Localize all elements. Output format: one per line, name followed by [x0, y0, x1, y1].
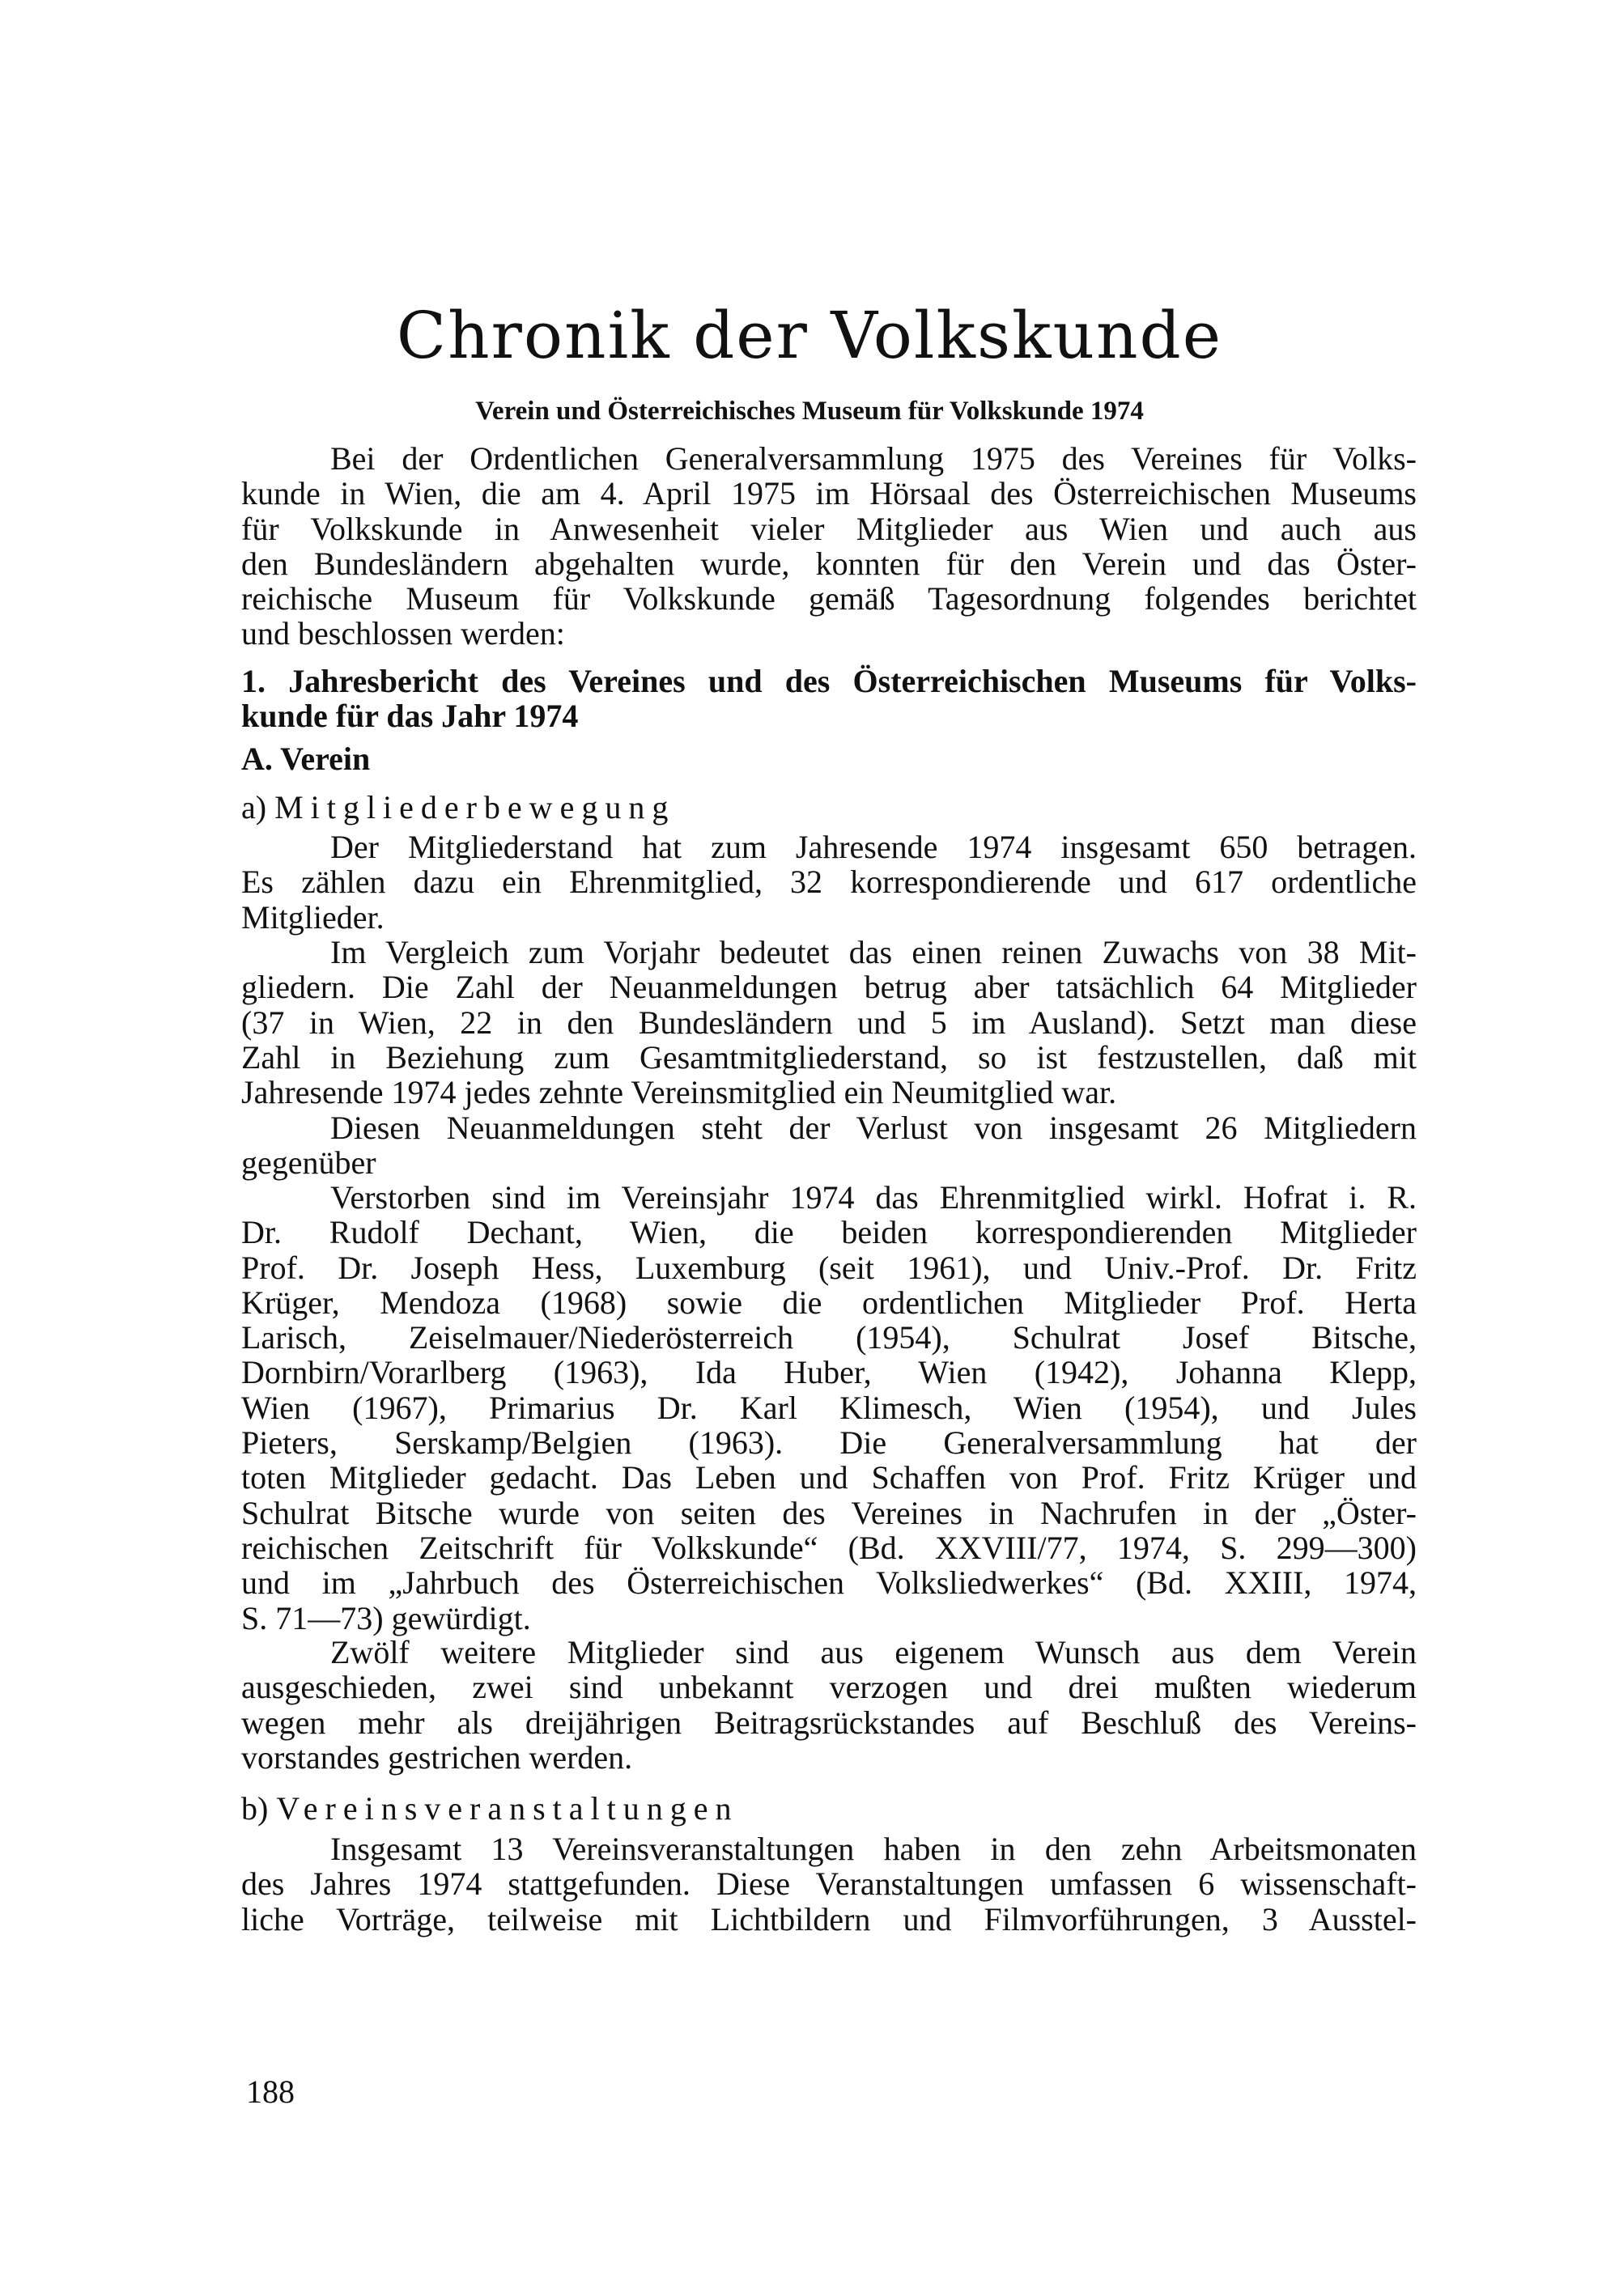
- text-line: Der Mitgliederstand hat zum Jahresende 1974 insgesamt 650 betragen.: [330, 829, 1417, 865]
- text-line: 1. Jahresbericht des Vereines und des Österreichischen Museums für Volks-: [241, 663, 1417, 699]
- subsection-heading-b: [241, 1791, 1417, 1826]
- text-line: den Bundesländern abgehalten wurde, konnten für den Verein und das Öster-: [241, 545, 1417, 582]
- text-line: Bei der Ordentlichen Generalversammlung 1975 des Vereines für Volks-: [330, 440, 1417, 477]
- text-line: Es zählen dazu ein Ehrenmitglied, 32 korrespondierende und 617 ordentliche: [241, 864, 1417, 901]
- text-line: des Jahres 1974 stattgefunden. Diese Veranstaltungen umfassen 6 wissenschaft-: [241, 1865, 1417, 1903]
- text-line: Prof. Dr. Joseph Hess, Luxemburg (seit 1961), und Univ.-Prof. Dr. Fritz: [241, 1249, 1417, 1286]
- text-line: Larisch, Zeiselmauer/Niederösterreich (1954), Schulrat Josef Bitsche,: [241, 1319, 1417, 1356]
- paragraph: [241, 830, 1417, 935]
- text-line: Jahresende 1974 jedes zehnte Vereinsmitglied ein Neumitglied war.: [241, 1074, 1117, 1111]
- text-line: (37 in Wien, 22 in den Bundesländern und 5 im Ausland). Setzt man diese: [241, 1004, 1417, 1041]
- section-heading-1: [241, 664, 1417, 734]
- text-line: gliedern. Die Zahl der Neuanmeldungen betrug aber tatsächlich 64 Mitglieder: [241, 969, 1417, 1006]
- text-line: Zwölf weitere Mitglieder sind aus eigenem Wunsch aus dem Verein: [330, 1634, 1417, 1670]
- text-line: Krüger, Mendoza (1968) sowie die ordentlichen Mitglieder Prof. Herta: [241, 1284, 1417, 1321]
- text-line: Schulrat Bitsche wurde von seiten des Vereines in Nachrufen in der „Öster-: [241, 1494, 1417, 1531]
- section-subtitle: Verein und Österreichisches Museum für Volkskunde 1974: [475, 397, 1144, 426]
- text-line: wegen mehr als dreijährigen Beitragsrückstandes auf Beschluß des Vereins-: [241, 1704, 1417, 1741]
- subsection-prefix: b): [241, 1790, 269, 1827]
- text-line: A. Verein: [241, 741, 371, 777]
- text-line: Insgesamt 13 Vereinsveranstaltungen haben in den zehn Arbeitsmonaten: [330, 1831, 1417, 1867]
- text-line: Im Vergleich zum Vorjahr bedeutet das einen reinen Zuwachs von 38 Mit-: [330, 934, 1417, 970]
- text-line: Dr. Rudolf Dechant, Wien, die beiden korrespondierenden Mitglieder: [241, 1214, 1417, 1251]
- text-line: toten Mitglieder gedacht. Das Leben und Schaffen von Prof. Fritz Krüger und: [241, 1459, 1417, 1496]
- text-line: kunde für das Jahr 1974: [241, 698, 579, 735]
- page-number: 188: [246, 2073, 295, 2110]
- text-line: Wien (1967), Primarius Dr. Karl Klimesch, Wien (1954), und Jules: [241, 1389, 1417, 1426]
- subsection-heading-a: [241, 790, 1417, 825]
- text-line: vorstandes gestrichen werden.: [241, 1738, 633, 1776]
- text-line: Zahl in Beziehung zum Gesamtmitgliederstand, so ist festzustellen, daß mit: [241, 1038, 1417, 1076]
- text-line: und im „Jahrbuch des Österreichischen Volksliedwerkes“ (Bd. XXIII, 1974,: [241, 1564, 1417, 1602]
- subsection-label: Mitgliederbewegung: [274, 789, 676, 825]
- text-line: für Volkskunde in Anwesenheit vieler Mitglieder aus Wien und auch aus: [241, 510, 1417, 547]
- page-title: Chronik der Volkskunde: [396, 298, 1223, 373]
- subsection-label: Vereinsveranstaltungen: [276, 1790, 739, 1827]
- text-line: gegenüber: [241, 1144, 376, 1182]
- text-line: kunde in Wien, die am 4. April 1975 im Hörsaal des Österreichischen Museums: [241, 475, 1417, 512]
- text-line: reichischen Zeitschrift für Volkskunde“ (Bd. XXVIII/77, 1974, S. 299—300): [241, 1529, 1417, 1566]
- text-line: Mitglieder.: [241, 898, 385, 936]
- text-line: liche Vorträge, teilweise mit Lichtbildern und Filmvorführungen, 3 Ausstel-: [241, 1900, 1417, 1937]
- text-line: Pieters, Serskamp/Belgien (1963). Die Generalversammlung hat der: [241, 1424, 1417, 1462]
- paragraph: [241, 1635, 1417, 1775]
- text-line: ausgeschieden, zwei sind unbekannt verzogen und drei mußten wiederum: [241, 1669, 1417, 1706]
- section-heading-a: [241, 741, 1417, 776]
- text-line: S. 71—73) gewürdigt.: [241, 1599, 531, 1636]
- subsection-prefix: a): [241, 789, 267, 825]
- text-line: Verstorben sind im Vereinsjahr 1974 das Ehrenmitglied wirkl. Hofrat i. R.: [330, 1179, 1417, 1216]
- paragraph: [241, 1180, 1417, 1636]
- text-line: reichische Museum für Volkskunde gemäß Tagesordnung folgendes berichtet: [241, 580, 1417, 618]
- text-line: Diesen Neuanmeldungen steht der Verlust von insgesamt 26 Mitgliedern: [330, 1110, 1417, 1146]
- text-line: und beschlossen werden:: [241, 615, 565, 652]
- paragraph: [241, 1110, 1417, 1181]
- text-line: Dornbirn/Vorarlberg (1963), Ida Huber, Wien (1942), Johanna Klepp,: [241, 1354, 1417, 1391]
- intro-paragraph: [241, 441, 1417, 651]
- paragraph: [241, 935, 1417, 1110]
- paragraph: [241, 1831, 1417, 1937]
